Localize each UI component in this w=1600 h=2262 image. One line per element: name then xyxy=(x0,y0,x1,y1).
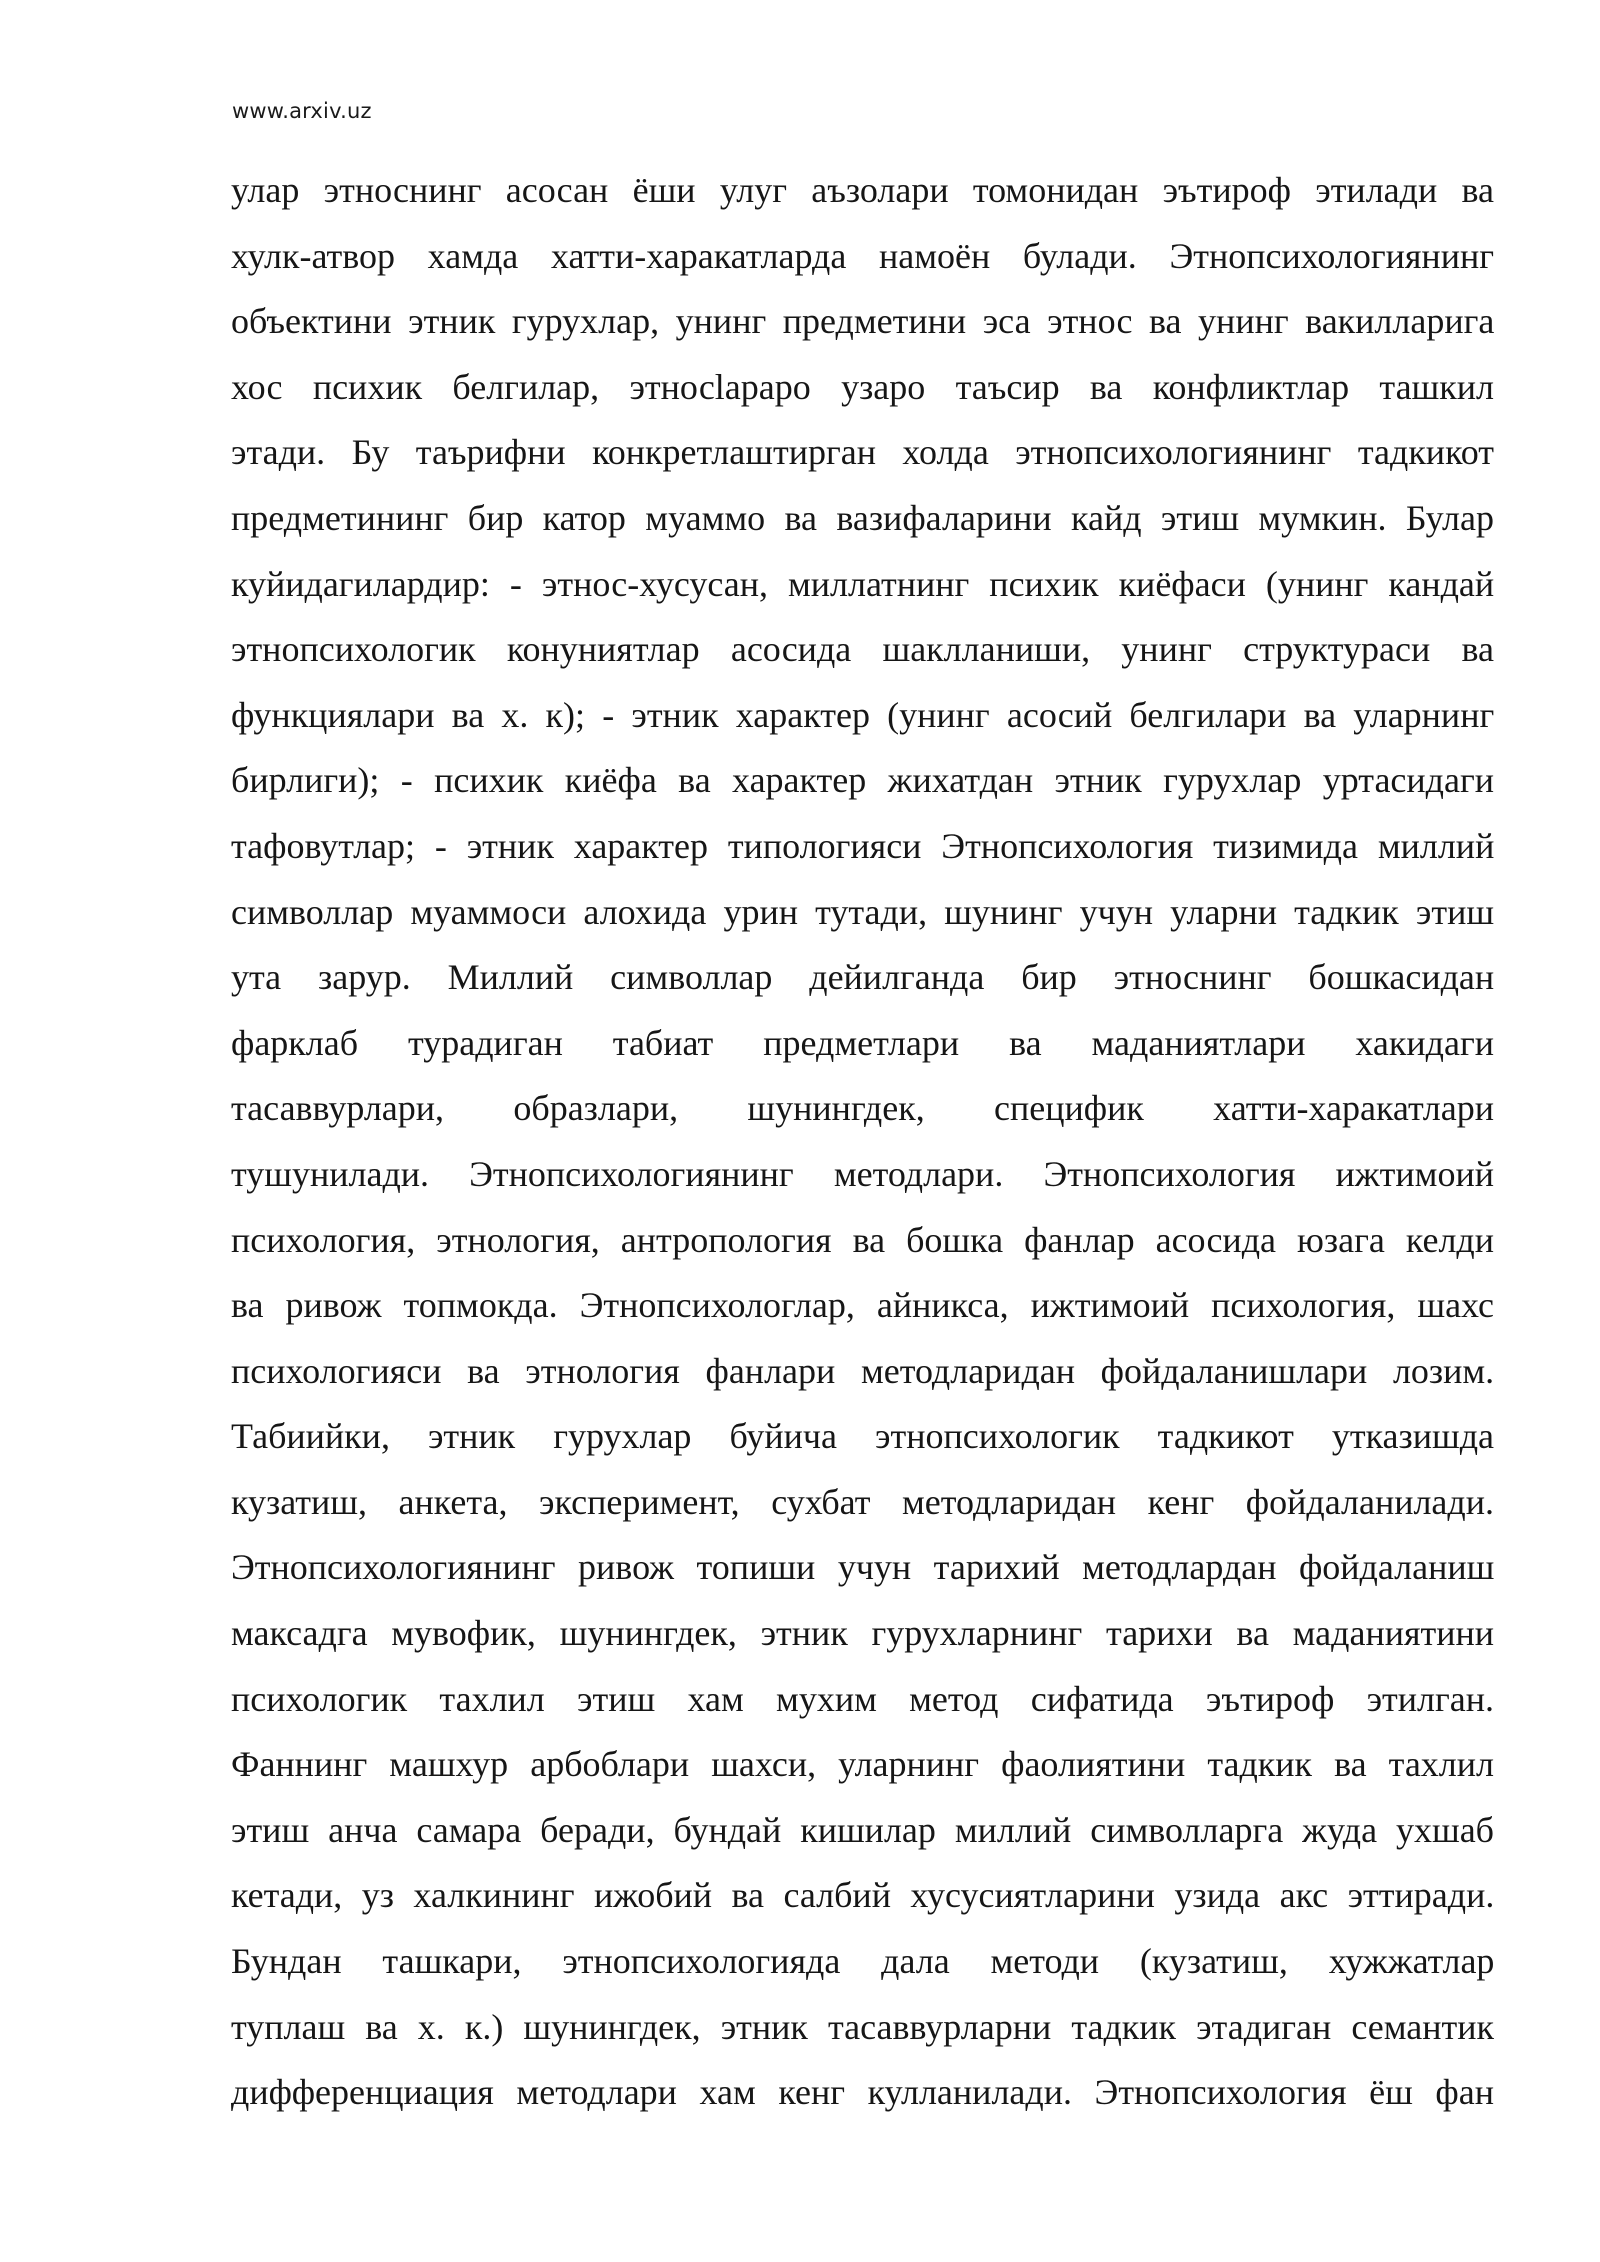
text-line: ута зарур. Миллий символлар дейилганда бир этноснинг бошкасидан xyxy=(231,957,1495,998)
text-line: улар этноснинг асосан ёши улуг аъзолари томонидан эътироф этилади ва xyxy=(231,170,1494,210)
text-line: туплаш ва х. к.) шунингдек, этник тасаввурларни тадкик этадиган семантик xyxy=(231,2006,1494,2047)
text-line: бирлиги); - психик киёфа ва характер жихатдан этник гурухлар уртасидаги xyxy=(231,760,1494,801)
text-line: Табиийки, этник гурухлар буйича этнопсихологик тадкикот утказишда xyxy=(231,1416,1494,1457)
text-line: Фаннинг машхур арбоблари шахси, уларнинг фаолиятини тадкик ва тахлил xyxy=(231,1744,1494,1785)
text-line: Этнопсихологиянинг ривож топиши учун тарихий методлардан фойдаланиш xyxy=(231,1547,1495,1588)
text-line: тушунилади. Этнопсихологиянинг методлари. Этнопсихология ижтимоий xyxy=(231,1153,1494,1194)
text-line: хулк-атвор хамда хатти-харакатларда намоён булади. Этнопсихологиянинг xyxy=(231,235,1494,276)
text-line: фарклаб турадиган табиат предметлари ва маданиятлари хакидаги xyxy=(231,1022,1494,1063)
text-line: хос психик белгилар, этносlараро узаро таъсир ва конфликтлар ташкил xyxy=(231,366,1494,407)
text-line: объектини этник гурухлар, унинг предметини эса этнос ва унинг вакилларига xyxy=(231,301,1495,342)
text-line: этиш анча самара беради, бундай кишилар миллий символларга жуда ухшаб xyxy=(231,1809,1494,1850)
body-text xyxy=(231,158,1494,2126)
text-line: психологик тахлил этиш хам мухим метод сифатида эътироф этилган. xyxy=(231,1678,1494,1719)
text-line: Бундан ташкари, этнопсихологияда дала методи (кузатиш, хужжатлар xyxy=(231,1941,1495,1982)
text-line: тафовутлар; - этник характер типологияси Этнопсихология тизимида миллий xyxy=(231,825,1495,866)
text-line: психология, этнология, антропология ва бошка фанлар асосида юзага келди xyxy=(231,1219,1494,1260)
text-line: этнопсихологик конуниятлар асосида шаклланиши, унинг структураси ва xyxy=(231,629,1494,670)
text-line: символлар муаммоси алохида урин тутади, шунинг учун уларни тадкик этиш xyxy=(231,891,1495,932)
text-line: функциялари ва х. к); - этник характер (унинг асосий белгилари ва уларнинг xyxy=(231,694,1495,735)
text-line: психологияси ва этнология фанлари методларидан фойдаланишлари лозим. xyxy=(231,1350,1495,1391)
site-url-header: www.arxiv.uz xyxy=(232,99,372,123)
text-line: тасаввурлари, образлари, шунингдек, специфик хатти-харакатлари xyxy=(231,1088,1494,1129)
text-line: предметининг бир катор муаммо ва вазифаларини кайд этиш мумкин. Булар xyxy=(231,497,1494,538)
text-line: куйидагилардир: - этнос-хусусан, миллатнинг психик киёфаси (унинг кандай xyxy=(231,563,1495,604)
text-line: дифференциация методлари хам кенг кулланилади. Этнопсихология ёш фан xyxy=(231,2072,1494,2113)
text-line: ва ривож топмокда. Этнопсихологлар, айникса, ижтимоий психология, шахс xyxy=(231,1285,1494,1326)
text-line: максадга мувофик, шунингдек, этник гурухларнинг тарихи ва маданиятини xyxy=(231,1613,1495,1654)
text-line: кетади, уз халкининг ижобий ва салбий хусусиятларини узида акс эттиради. xyxy=(231,1875,1495,1916)
text-line: кузатиш, анкета, эксперимент, сухбат методларидан кенг фойдаланилади. xyxy=(231,1481,1494,1522)
text-line: этади. Бу таърифни конкретлаштирган холда этнопсихологиянинг тадкикот xyxy=(231,432,1494,473)
